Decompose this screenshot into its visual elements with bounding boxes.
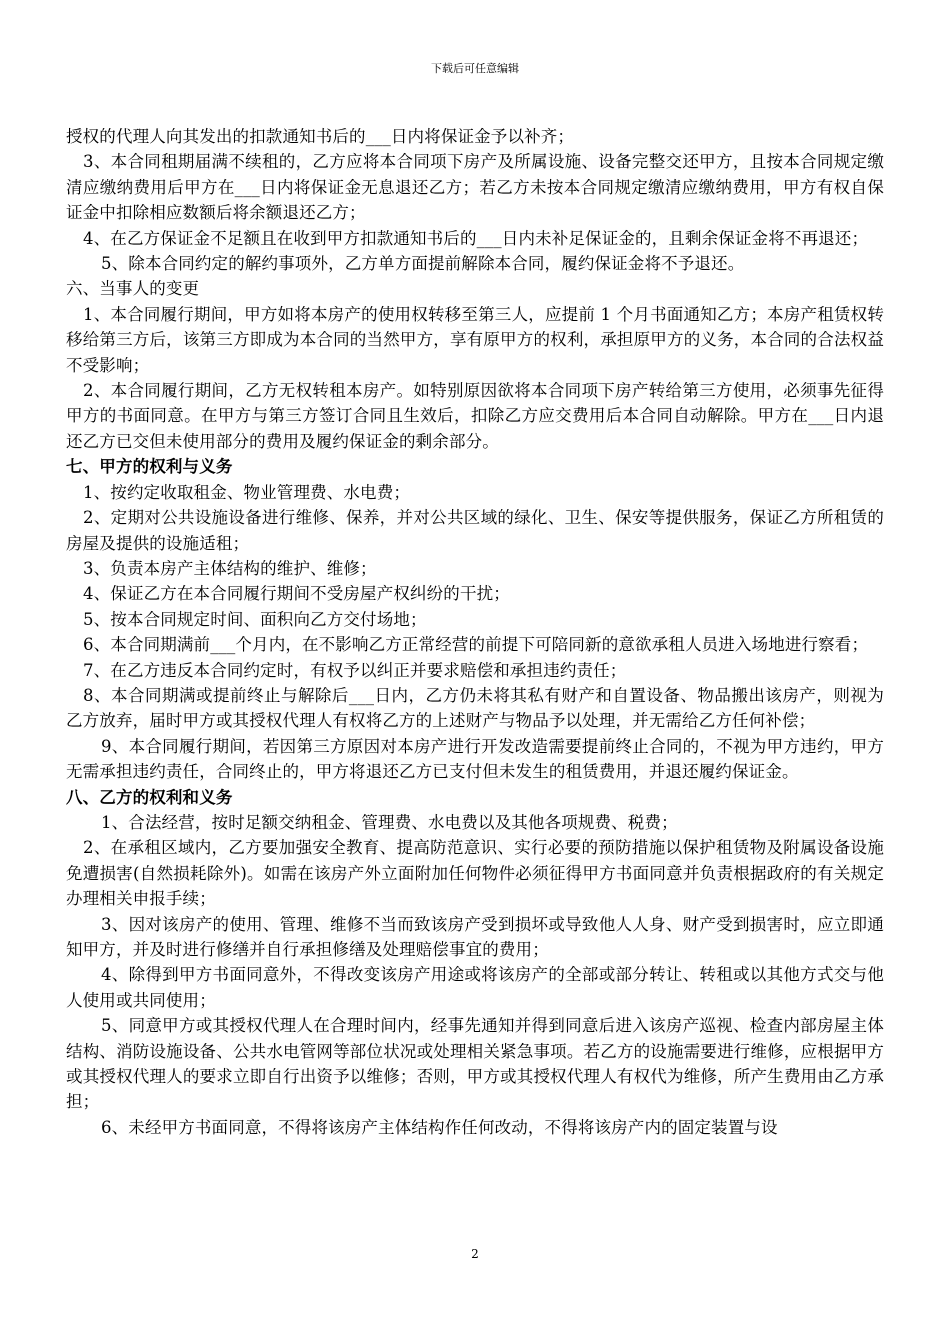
section-heading: 八、乙方的权利和义务: [66, 787, 233, 807]
paragraph: 2、定期对公共设施设备进行维修、保养，并对公共区域的绿化、卫生、保安等提供服务，保证乙方所租赁的房屋及提供的设施适租；: [66, 508, 884, 553]
paragraph: 1、按约定收取租金、物业管理费、水电费；: [83, 482, 410, 502]
paragraph: 1、本合同履行期间，甲方如将本房产的使用权转移至第三人，应提前 1 个月书面通知乙方；本房产租赁权转移给第三方后，该第三方即成为本合同的当然甲方，享有原甲方的权利，承担原甲方的义务，本合同的合法权益不受影响；: [66, 304, 884, 375]
document-body: [66, 124, 884, 1140]
paragraph: 4、在乙方保证金不足额且在收到甲方扣款通知书后的___日内未补足保证金的，且剩余保证金将不再退还；: [83, 228, 869, 248]
paragraph: 3、因对该房产的使用、管理、维修不当而致该房产受到损坏或导致他人人身、财产受到损害时，应立即通知甲方，并及时进行修缮并自行承担修缮及处理赔偿事宜的费用；: [66, 914, 884, 959]
paragraph: 六、当事人的变更: [66, 279, 200, 299]
paragraph: 5、按本合同规定时间、面积向乙方交付场地；: [83, 609, 427, 629]
paragraph: 1、合法经营，按时足额交纳租金、管理费、水电费以及其他各项规费、税费；: [101, 812, 678, 832]
paragraph: 8、本合同期满或提前终止与解除后___日内，乙方仍未将其私有财产和自置设备、物品搬出该房产，则视为乙方放弃，届时甲方或其授权代理人有权将乙方的上述财产与物品予以处理，并无需给乙方任何补偿；: [66, 685, 884, 731]
paragraph: 4、保证乙方在本合同履行期间不受房屋产权纠纷的干扰；: [83, 584, 510, 604]
paragraph: 2、在承租区域内，乙方要加强安全教育、提高防范意识、实行必要的预防措施以保护租赁物及附属设备设施免遭损害(自然损耗除外)。如需在该房产外立面附加任何物件必须征得甲方书面同意并负责根据政府的有关规定办理相关申报手续；: [66, 838, 884, 909]
paragraph: 5、除本合同约定的解约事项外，乙方单方面提前解除本合同，履约保证金将不予退还。: [101, 254, 745, 274]
paragraph: 授权的代理人向其发出的扣款通知书后的___日内将保证金予以补齐；: [66, 127, 575, 146]
paragraph: 6、未经甲方书面同意，不得将该房产主体结构作任何改动，不得将该房产内的固定装置与设: [101, 1117, 778, 1137]
paragraph: 4、除得到甲方书面同意外，不得改变该房产用途或将该房产的全部或部分转让、转租或以其他方式交与他人使用或共同使用；: [66, 965, 884, 1010]
paragraph: 6、本合同期满前___个月内，在不影响乙方正常经营的前提下可陪同新的意欲承租人员进入场地进行察看；: [83, 635, 869, 655]
paragraph: 2、本合同履行期间，乙方无权转租本房产。如特别原因欲将本合同项下房产转给第三方使用，必须事先征得甲方的书面同意。在甲方与第三方签订合同且生效后，扣除乙方应交费用后本合同自动解除。甲方在___日内退还乙方已交但未使用部分的费用及履约保证金的剩余部分。: [66, 381, 884, 451]
paragraph: 3、负责本房产主体结构的维护、维修；: [83, 558, 377, 578]
page-number: 2: [471, 1247, 479, 1261]
section-heading: 七、甲方的权利与义务: [66, 457, 233, 477]
paragraph: 7、在乙方违反本合同约定时，有权予以纠正并要求赔偿和承担违约责任；: [83, 660, 627, 680]
paragraph: 9、本合同履行期间，若因第三方原因对本房产进行开发改造需要提前终止合同的，不视为甲方违约，甲方无需承担违约责任，合同终止的，甲方将退还乙方已支付但未发生的租赁费用，并退还履约保证金。: [66, 736, 884, 782]
page-header-note: 下载后可任意编辑: [431, 62, 519, 75]
paragraph: 5、同意甲方或其授权代理人在合理时间内，经事先通知并得到同意后进入该房产巡视、检查内部房屋主体结构、消防设施设备、公共水电管网等部位状况或处理相关紧急事项。若乙方的设施需要进行维修，应根据甲方或其授权代理人的要求立即自行出资予以维修；否则，甲方或其授权代理人有权代为维修，所产生费用由乙方承担；: [66, 1016, 884, 1112]
paragraph: 3、本合同租期届满不续租的，乙方应将本合同项下房产及所属设施、设备完整交还甲方，且按本合同规定缴清应缴纳费用后甲方在___日内将保证金无息退还乙方；若乙方未按本合同规定缴清应缴纳费用，甲方有权自保证金中扣除相应数额后将余额退还乙方；: [66, 152, 884, 223]
